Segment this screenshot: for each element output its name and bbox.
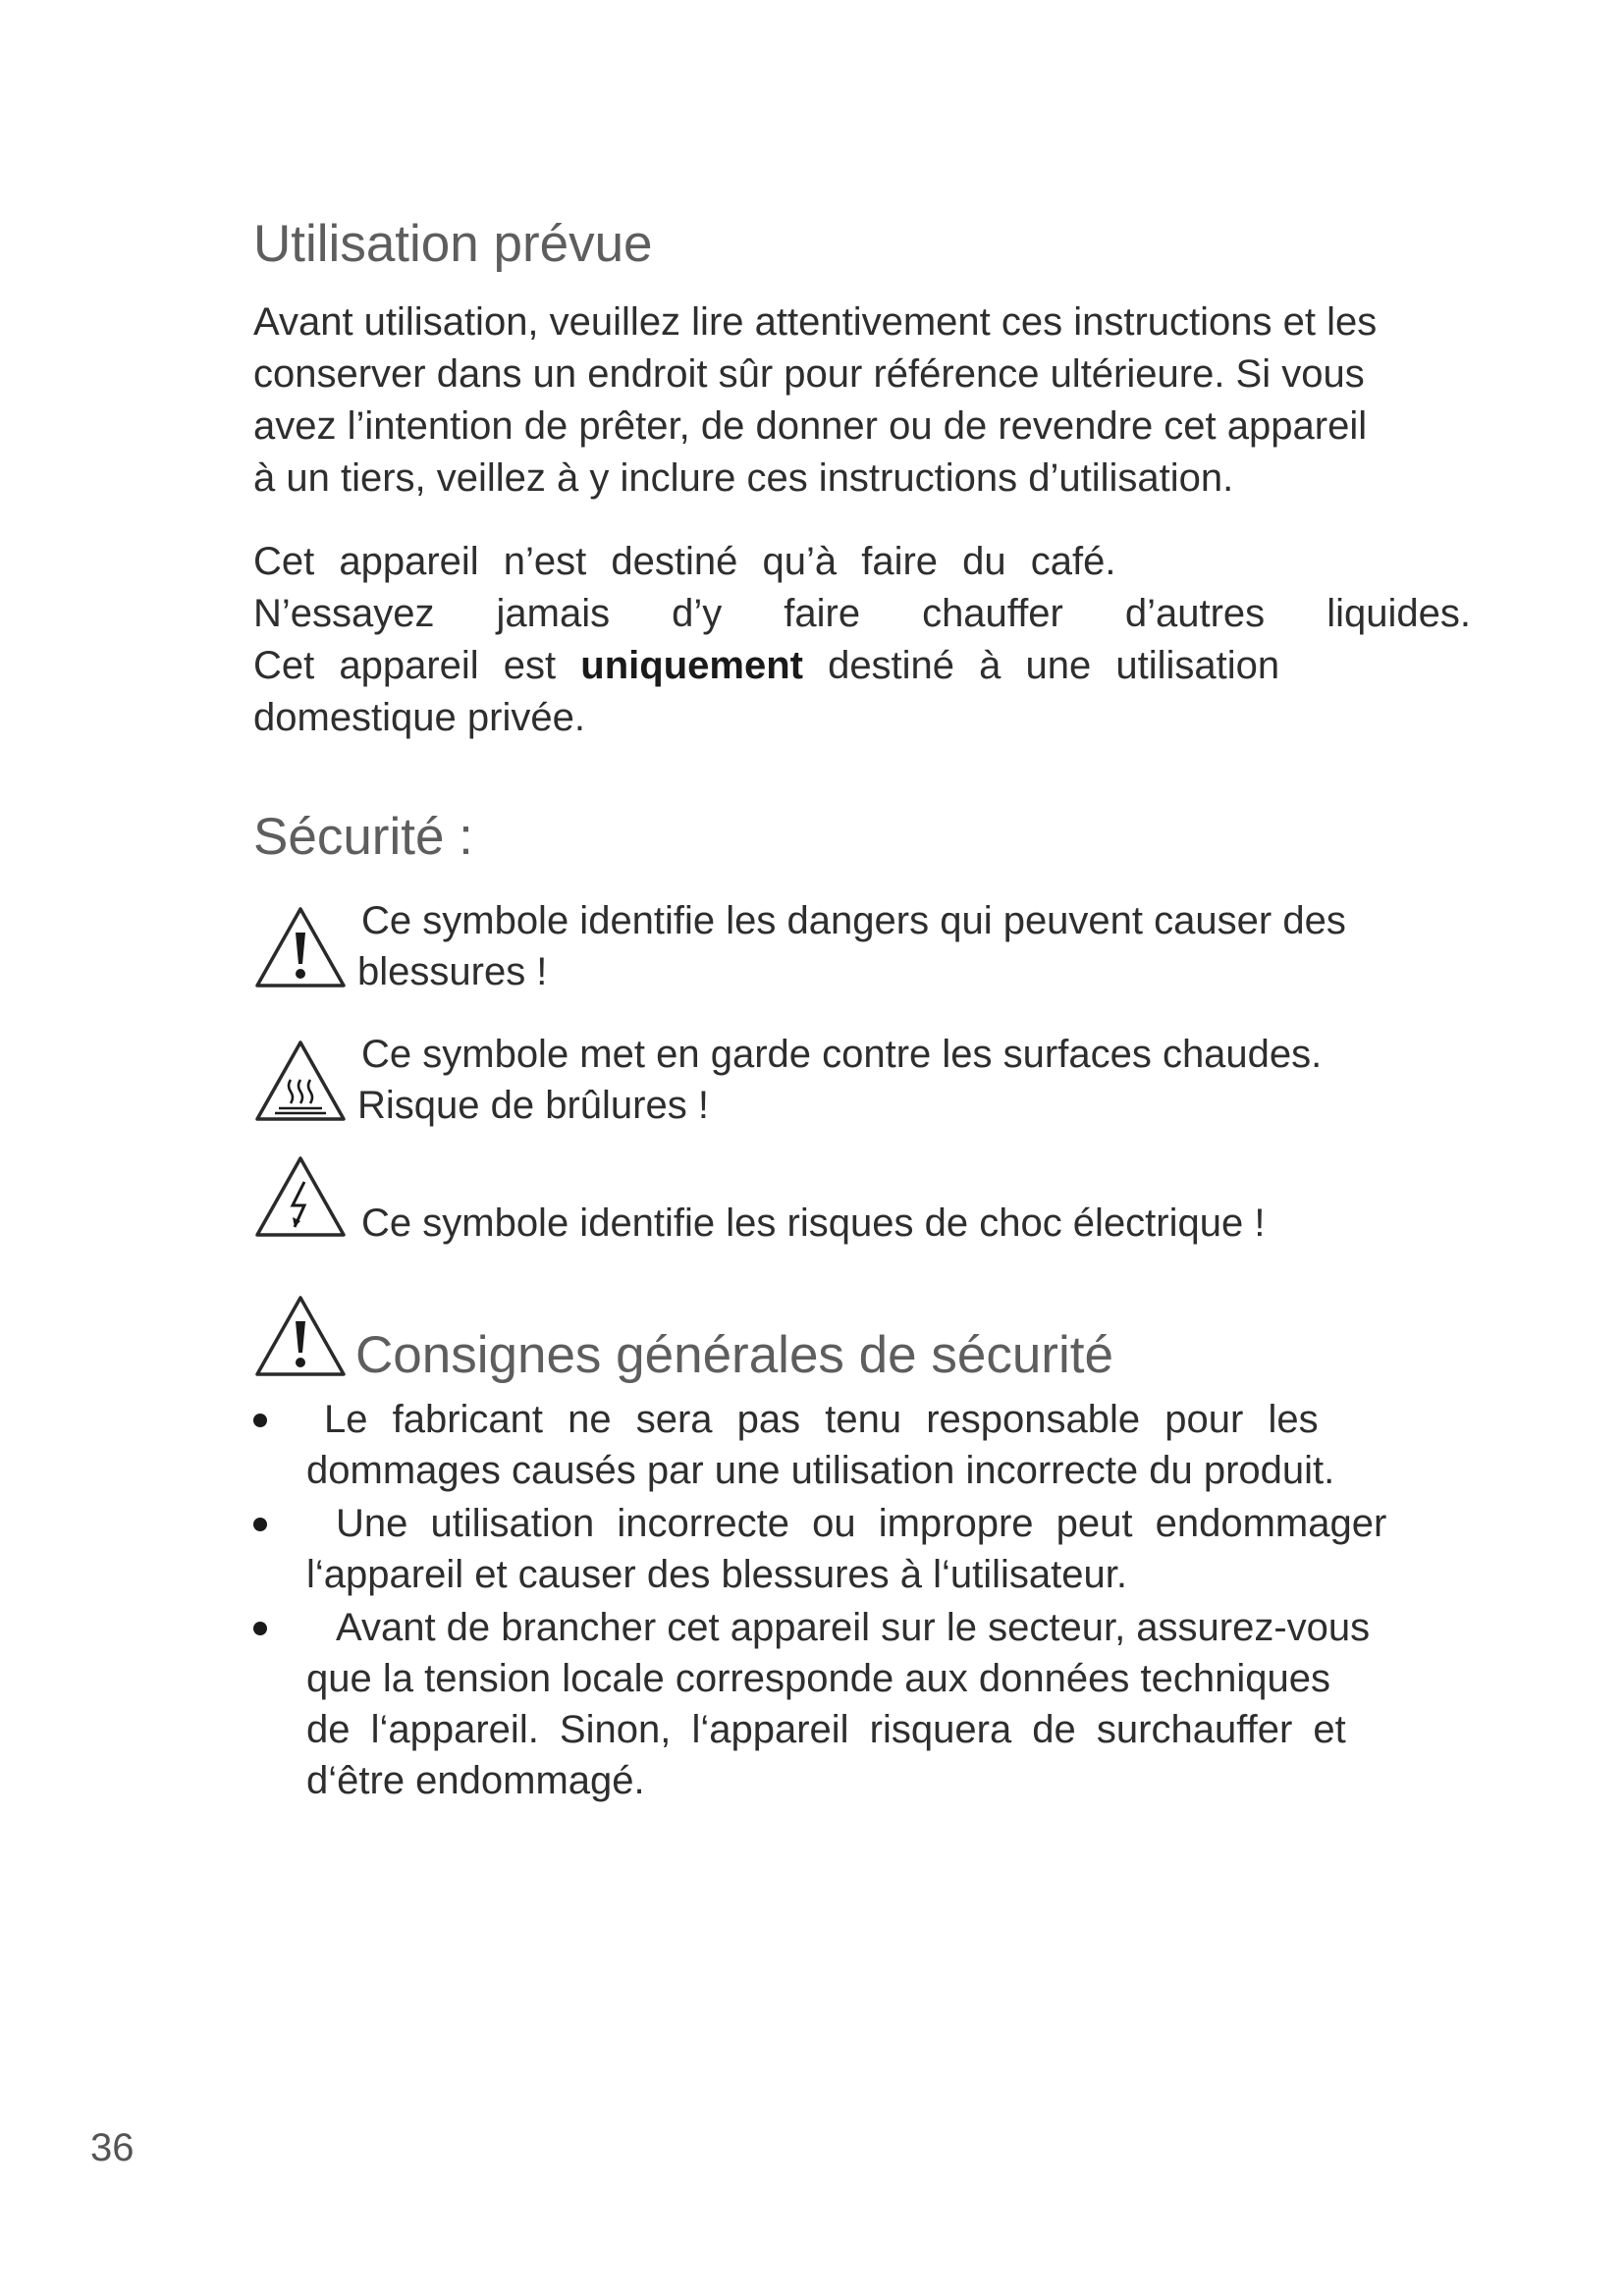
list-item: [245, 1498, 1502, 1600]
safety-symbol-row-electric: [253, 1154, 1490, 1262]
list-item-line: d‘être endommagé.: [306, 1759, 645, 1802]
paragraph-line: Avant utilisation, veuillez lire attentivement ces instructions et les: [253, 300, 1378, 344]
list-item-line: l‘appareil et causer des blessures à l‘utilisateur.: [306, 1553, 1127, 1596]
paragraph-line: à un tiers, veillez à y inclure ces instructions d’utilisation.: [253, 456, 1234, 500]
bold-emphasis: uniquement: [580, 644, 803, 687]
safety-symbol-text: [357, 1198, 1265, 1249]
word: d’autres: [1124, 592, 1266, 635]
page-number: 36: [90, 2126, 135, 2169]
paragraph-line: conserver dans un endroit sûr pour référence ultérieure. Si vous: [253, 352, 1365, 396]
intended-use-paragraph-1: [253, 296, 1471, 505]
paragraph-line: domestique privée.: [253, 696, 585, 739]
intended-use-title: Utilisation prévue: [253, 215, 653, 273]
symbol-text-line: Ce symbole identifie les risques de choc électrique !: [361, 1201, 1266, 1245]
general-safety-list: [245, 1394, 1502, 1808]
word: d’y: [672, 592, 723, 635]
text-after-bold: destiné à une utilisation: [802, 644, 1280, 687]
safety-symbol-row-injury: [253, 895, 1490, 1003]
word: chauffer: [922, 592, 1063, 635]
list-item: [245, 1394, 1502, 1496]
word: N’essayez: [253, 592, 435, 635]
safety-symbol-row-hot: [253, 1029, 1490, 1137]
text-before-bold: Cet appareil est: [253, 644, 581, 687]
paragraph-line: [253, 640, 1471, 692]
list-item-line: que la tension locale corresponde aux données techniques: [306, 1657, 1330, 1700]
safety-symbol-text: [357, 1029, 1322, 1131]
symbol-text-line: Risque de brûlures !: [357, 1084, 709, 1127]
electric-shock-icon: [253, 1154, 348, 1239]
symbol-text-line: blessures !: [357, 950, 548, 993]
word: faire: [784, 592, 861, 635]
symbol-text-line: Ce symbole identifie les dangers qui peuvent causer des: [361, 899, 1346, 942]
general-safety-title: Consignes générales de sécurité: [355, 1326, 1113, 1384]
list-item-line: Le fabricant ne sera pas tenu responsable pour les: [324, 1398, 1319, 1441]
bullet-dot: [253, 1518, 267, 1531]
word: liquides.: [1326, 592, 1471, 635]
paragraph-line: avez l’intention de prêter, de donner ou de revendre cet appareil: [253, 404, 1368, 448]
warning-exclamation-icon: [253, 905, 348, 989]
symbol-text-line: Ce symbole met en garde contre les surfaces chaudes.: [361, 1033, 1323, 1076]
intended-use-paragraph-2: [253, 536, 1471, 744]
paragraph-justified-line: [253, 588, 1471, 640]
safety-symbol-text: [357, 895, 1346, 997]
safety-title: Sécurité :: [253, 808, 473, 866]
general-safety-heading: [253, 1294, 1530, 1402]
warning-exclamation-icon: [253, 1294, 348, 1378]
list-item: [245, 1602, 1502, 1806]
list-item-line: Une utilisation incorrecte ou impropre peut endommager: [336, 1502, 1387, 1545]
list-item-line: dommages causés par une utilisation incorrecte du produit.: [306, 1449, 1335, 1492]
bullet-dot: [253, 1622, 267, 1635]
word: jamais: [496, 592, 611, 635]
list-item-line: de l‘appareil. Sinon, l‘appareil risquera de surchauffer et: [306, 1708, 1346, 1751]
bullet-dot: [253, 1414, 267, 1427]
hot-surface-icon: [253, 1039, 348, 1123]
paragraph-line: Cet appareil n’est destiné qu’à faire du café.: [253, 540, 1116, 583]
list-item-line: Avant de brancher cet appareil sur le secteur, assurez-vous: [336, 1606, 1371, 1649]
